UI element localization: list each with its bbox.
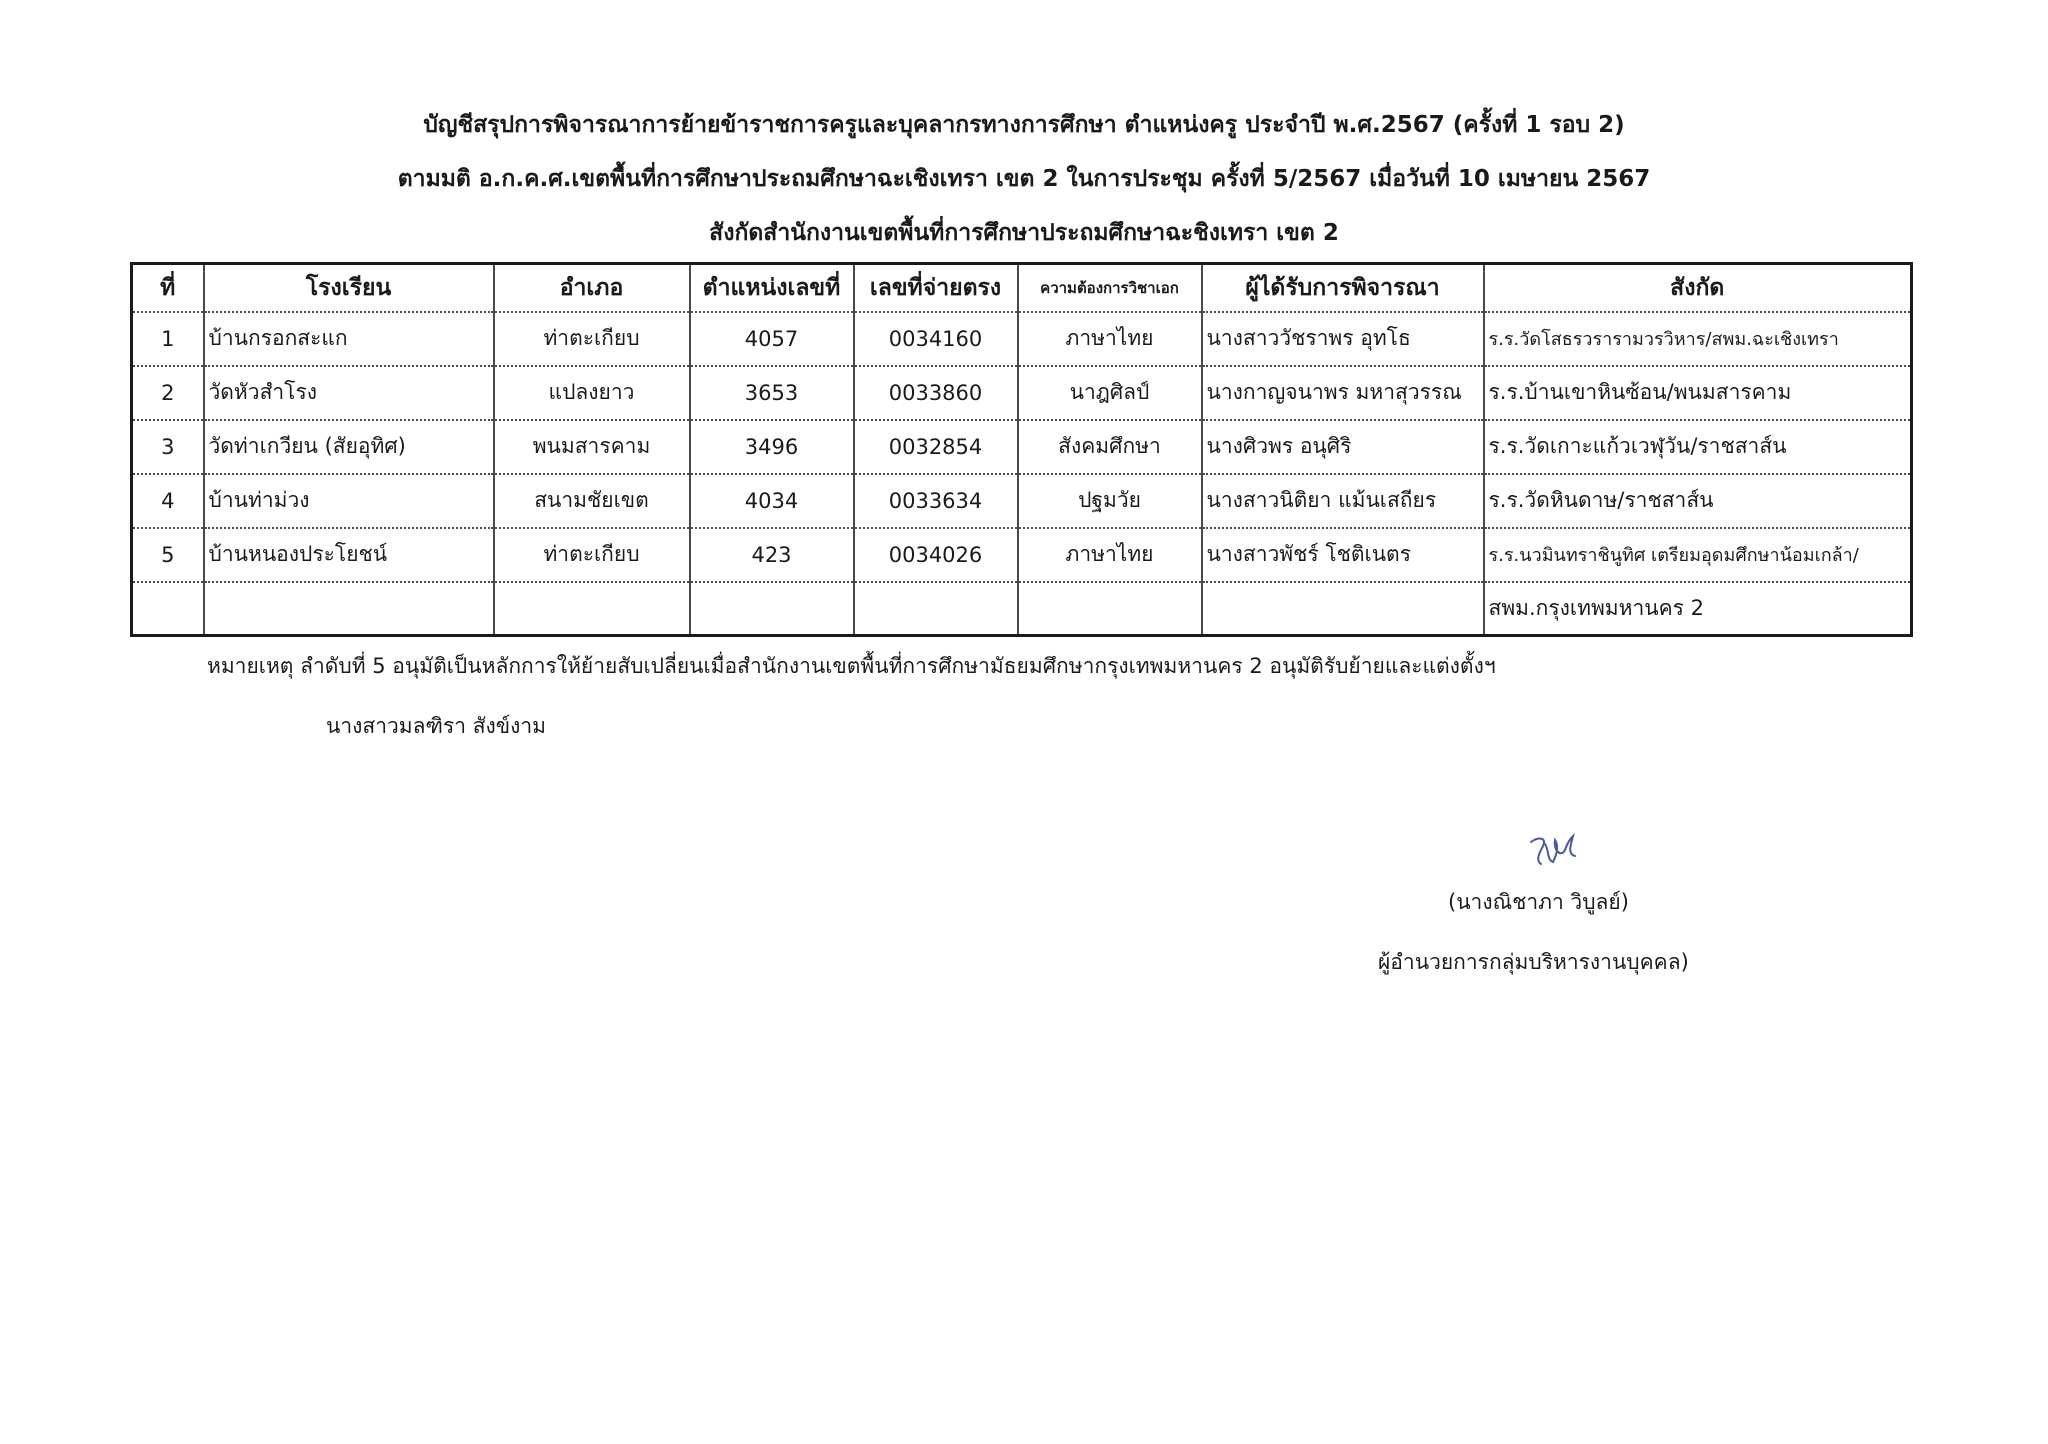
cell-no: 3 — [132, 420, 204, 474]
table-header-row — [132, 264, 1912, 312]
cell-major — [1018, 582, 1202, 636]
document-header — [0, 98, 2048, 260]
cell-no: 4 — [132, 474, 204, 528]
table-row — [132, 366, 1912, 420]
cell-district — [494, 582, 690, 636]
cell-major: ปฐมวัย — [1018, 474, 1202, 528]
cell-position-number: 4034 — [690, 474, 854, 528]
cell-school: วัดท่าเกวียน (สัยอุทิศ) — [204, 420, 494, 474]
remark-text: หมายเหตุ ลำดับที่ 5 อนุมัติเป็นหลักการให้ย้ายสับเปลี่ยนเมื่อสำนักงานเขตพื้นที่การศึกษามัธยมศึกษากรุงเทพมหานคร 2 อนุมัติรับย้ายและแต่งตั้งฯ — [207, 654, 1496, 678]
cell-no: 2 — [132, 366, 204, 420]
remark-name: นางสาวมลฑิรา สังข์งาม — [326, 714, 547, 738]
cell-major: ภาษาไทย — [1018, 312, 1202, 366]
cell-affiliation: ร.ร.บ้านเขาหินซ้อน/พนมสารคาม — [1484, 366, 1912, 420]
title-line-3: สังกัดสำนักงานเขตพื้นที่การศึกษาประถมศึกษาฉะชิงเทรา เขต 2 — [709, 220, 1339, 246]
table-row — [132, 312, 1912, 366]
transfer-table — [130, 262, 1913, 637]
cell-payment-number: 0034160 — [854, 312, 1018, 366]
cell-school: วัดหัวสำโรง — [204, 366, 494, 420]
cell-major: นาฎศิลป์ — [1018, 366, 1202, 420]
header-payment-number: เลขที่จ่ายตรง — [854, 264, 1018, 312]
table-row — [132, 582, 1912, 636]
header-school: โรงเรียน — [204, 264, 494, 312]
cell-candidate: นางสาววัชราพร อุทโธ — [1202, 312, 1484, 366]
cell-candidate: นางศิวพร อนุศิริ — [1202, 420, 1484, 474]
table-row — [132, 420, 1912, 474]
signatory-position: ผู้อำนวยการกลุ่มบริหารงานบุคคล) — [1378, 950, 1689, 974]
cell-affiliation: สพม.กรุงเทพมหานคร 2 — [1484, 582, 1912, 636]
cell-position-number — [690, 582, 854, 636]
cell-position-number: 3496 — [690, 420, 854, 474]
cell-candidate: นางสาวพัชร์ โชติเนตร — [1202, 528, 1484, 582]
cell-major: สังคมศึกษา — [1018, 420, 1202, 474]
cell-school: บ้านกรอกสะแก — [204, 312, 494, 366]
cell-school — [204, 582, 494, 636]
cell-payment-number: 0032854 — [854, 420, 1018, 474]
cell-district: แปลงยาว — [494, 366, 690, 420]
table-row — [132, 528, 1912, 582]
cell-school: บ้านหนองประโยชน์ — [204, 528, 494, 582]
cell-affiliation: ร.ร.วัดหินดาษ/ราชสาส์น — [1484, 474, 1912, 528]
header-position-number: ตำแหน่งเลขที่ — [690, 264, 854, 312]
header-major-required: ความต้องการวิชาเอก — [1018, 264, 1202, 312]
header-district: อำเภอ — [494, 264, 690, 312]
cell-affiliation: ร.ร.วัดโสธรวรารามวรวิหาร/สพม.ฉะเชิงเทรา — [1484, 312, 1912, 366]
header-no: ที่ — [132, 264, 204, 312]
cell-candidate — [1202, 582, 1484, 636]
cell-payment-number: 0034026 — [854, 528, 1018, 582]
cell-district: สนามชัยเขต — [494, 474, 690, 528]
cell-affiliation: ร.ร.นวมินทราชินูทิศ เตรียมอุดมศึกษาน้อมเกล้า/ — [1484, 528, 1912, 582]
handwritten-signature — [1525, 820, 1585, 880]
cell-position-number: 423 — [690, 528, 854, 582]
cell-payment-number: 0033634 — [854, 474, 1018, 528]
cell-no: 1 — [132, 312, 204, 366]
title-line-2: ตามมติ อ.ก.ค.ศ.เขตพื้นที่การศึกษาประถมศึกษาฉะเชิงเทรา เขต 2 ในการประชุม ครั้งที่ 5/2567 เมื่อวันที่ 10 เมษายน 2567 — [397, 166, 1651, 192]
cell-district: ท่าตะเกียบ — [494, 528, 690, 582]
cell-school: บ้านท่าม่วง — [204, 474, 494, 528]
title-line-1: บัญชีสรุปการพิจารณาการย้ายข้าราชการครูและบุคลากรทางการศึกษา ตำแหน่งครู ประจำปี พ.ศ.2567 (ครั้งที่ 1 รอบ 2) — [423, 112, 1625, 138]
signatory-name: (นางณิชาภา วิบูลย์) — [1448, 890, 1629, 914]
header-candidate: ผู้ได้รับการพิจารณา — [1202, 264, 1484, 312]
cell-no: 5 — [132, 528, 204, 582]
cell-position-number: 4057 — [690, 312, 854, 366]
cell-payment-number — [854, 582, 1018, 636]
cell-affiliation: ร.ร.วัดเกาะแก้วเวฬุวัน/ราชสาส์น — [1484, 420, 1912, 474]
cell-candidate: นางสาวนิติยา แม้นเสถียร — [1202, 474, 1484, 528]
cell-district: ท่าตะเกียบ — [494, 312, 690, 366]
table-row — [132, 474, 1912, 528]
cell-payment-number: 0033860 — [854, 366, 1018, 420]
cell-position-number: 3653 — [690, 366, 854, 420]
cell-district: พนมสารคาม — [494, 420, 690, 474]
cell-no — [132, 582, 204, 636]
header-affiliation: สังกัด — [1484, 264, 1912, 312]
cell-major: ภาษาไทย — [1018, 528, 1202, 582]
cell-candidate: นางกาญจนาพร มหาสุวรรณ — [1202, 366, 1484, 420]
